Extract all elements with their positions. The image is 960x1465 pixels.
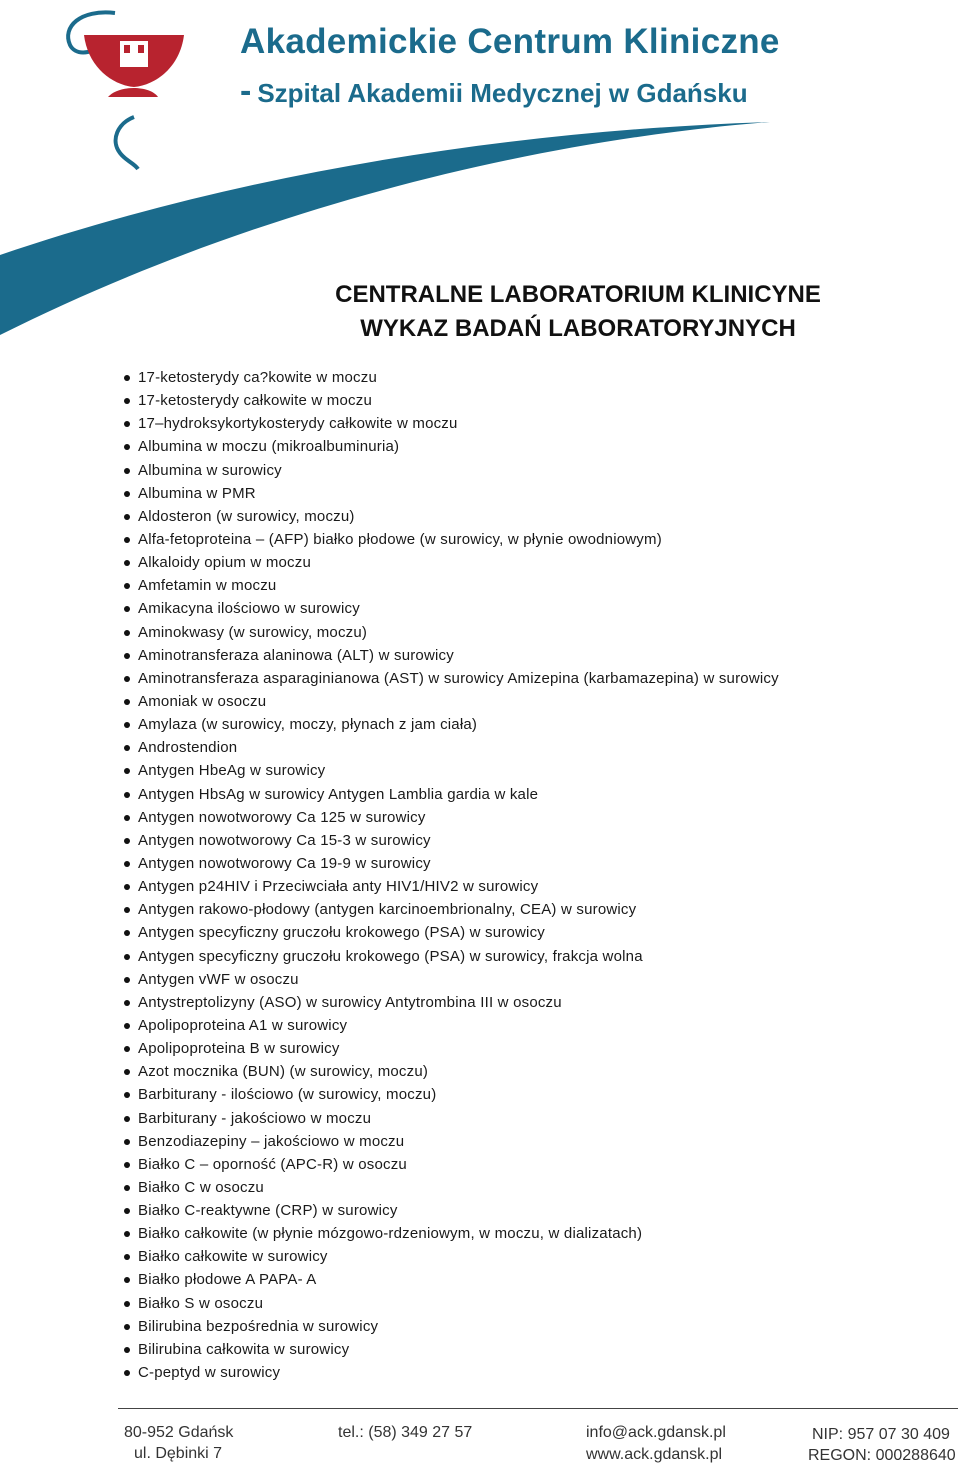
- list-item: Antygen nowotworowy Ca 15-3 w surowicy: [120, 829, 779, 852]
- list-item: Amikacyna ilościowo w surowicy: [120, 597, 779, 620]
- footer-website[interactable]: www.ack.gdansk.pl: [586, 1446, 723, 1463]
- list-item: Białko całkowite w surowicy: [120, 1245, 779, 1268]
- regon-value: 000288640: [875, 1447, 956, 1464]
- list-item: Androstendion: [120, 736, 779, 759]
- list-item: Aminotransferaza alaninowa (ALT) w surowicy: [120, 644, 779, 667]
- list-item: Bilirubina bezpośrednia w surowicy: [120, 1315, 779, 1338]
- footer-phone: tel.: (58) 349 27 57: [338, 1424, 473, 1441]
- footer-divider: [118, 1408, 958, 1409]
- institution-title: Akademickie Centrum Kliniczne: [240, 22, 780, 61]
- list-item: Albumina w PMR: [120, 482, 779, 505]
- list-item: Białko S w osoczu: [120, 1292, 779, 1315]
- list-item: Aminotransferaza asparaginianowa (AST) w surowicy Amizepina (karbamazepina) w surowicy: [120, 667, 779, 690]
- list-item: Antygen nowotworowy Ca 125 w surowicy: [120, 806, 779, 829]
- test-list: [120, 366, 779, 1384]
- list-item: Antystreptolizyny (ASO) w surowicy Antytrombina III w osoczu: [120, 991, 779, 1014]
- list-item: Antygen p24HIV i Przeciwciała anty HIV1/HIV2 w surowicy: [120, 875, 779, 898]
- list-item: Apolipoproteina B w surowicy: [120, 1037, 779, 1060]
- list-item: Antygen HbeAg w surowicy: [120, 759, 779, 782]
- list-item: Albumina w surowicy: [120, 459, 779, 482]
- nip-label: NIP:: [812, 1426, 844, 1443]
- nip-value: 957 07 30 409: [847, 1426, 950, 1443]
- footer-email[interactable]: info@ack.gdansk.pl: [586, 1424, 726, 1441]
- list-item: C-peptyd w surowicy: [120, 1361, 779, 1384]
- list-item: Aldosteron (w surowicy, moczu): [120, 505, 779, 528]
- list-item: 17-ketosterydy całkowite w moczu: [120, 389, 779, 412]
- list-item: 17-ketosterydy ca?kowite w moczu: [120, 366, 779, 389]
- list-item: Amoniak w osoczu: [120, 690, 779, 713]
- list-item: Białko C w osoczu: [120, 1176, 779, 1199]
- list-item: Białko C-reaktywne (CRP) w surowicy: [120, 1199, 779, 1222]
- list-item: Barbiturany - jakościowo w moczu: [120, 1107, 779, 1130]
- regon-label: REGON:: [808, 1447, 872, 1464]
- list-item: Antygen specyficzny gruczołu krokowego (PSA) w surowicy, frakcja wolna: [120, 945, 779, 968]
- list-item: Amfetamin w moczu: [120, 574, 779, 597]
- hospital-logo-icon: [60, 5, 190, 175]
- list-item: Białko płodowe A PAPA- A: [120, 1268, 779, 1291]
- list-item: Benzodiazepiny – jakościowo w moczu: [120, 1130, 779, 1153]
- list-item: Azot mocznika (BUN) (w surowicy, moczu): [120, 1060, 779, 1083]
- list-item: Antygen nowotworowy Ca 19-9 w surowicy: [120, 852, 779, 875]
- list-item: Białko C – oporność (APC-R) w osoczu: [120, 1153, 779, 1176]
- list-item: Antygen specyficzny gruczołu krokowego (PSA) w surowicy: [120, 921, 779, 944]
- subtitle-dash: -: [240, 72, 252, 110]
- list-item: Antygen vWF w osoczu: [120, 968, 779, 991]
- list-item: Albumina w moczu (mikroalbuminuria): [120, 435, 779, 458]
- footer-nip: [812, 1426, 950, 1444]
- list-item: Białko całkowite (w płynie mózgowo-rdzeniowym, w moczu, w dializatach): [120, 1222, 779, 1245]
- document-heading: [300, 278, 856, 346]
- heading-line-2: WYKAZ BADAŃ LABORATORYJNYCH: [360, 315, 796, 342]
- institution-subtitle: [240, 72, 748, 111]
- footer-postal: 80-952 Gdańsk: [124, 1424, 234, 1441]
- list-item: Aminokwasy (w surowicy, moczu): [120, 621, 779, 644]
- list-item: Antygen rakowo-płodowy (antygen karcinoembrionalny, CEA) w surowicy: [120, 898, 779, 921]
- list-item: Barbiturany - ilościowo (w surowicy, moczu): [120, 1083, 779, 1106]
- list-item: Alkaloidy opium w moczu: [120, 551, 779, 574]
- list-item: Alfa-fetoproteina – (AFP) białko płodowe (w surowicy, w płynie owodniowym): [120, 528, 779, 551]
- footer-regon: [808, 1447, 956, 1465]
- footer-street: ul. Dębinki 7: [134, 1445, 223, 1462]
- heading-line-1: CENTRALNE LABORATORIUM KLINICYNE: [335, 281, 821, 308]
- list-item: Apolipoproteina A1 w surowicy: [120, 1014, 779, 1037]
- list-item: 17–hydroksykortykosterydy całkowite w moczu: [120, 412, 779, 435]
- list-item: Antygen HbsAg w surowicy Antygen Lamblia gardia w kale: [120, 783, 779, 806]
- list-item: Amylaza (w surowicy, moczy, płynach z jam ciała): [120, 713, 779, 736]
- list-item: Bilirubina całkowita w surowicy: [120, 1338, 779, 1361]
- subtitle-text: Szpital Akademii Medycznej w Gdańsku: [257, 78, 748, 108]
